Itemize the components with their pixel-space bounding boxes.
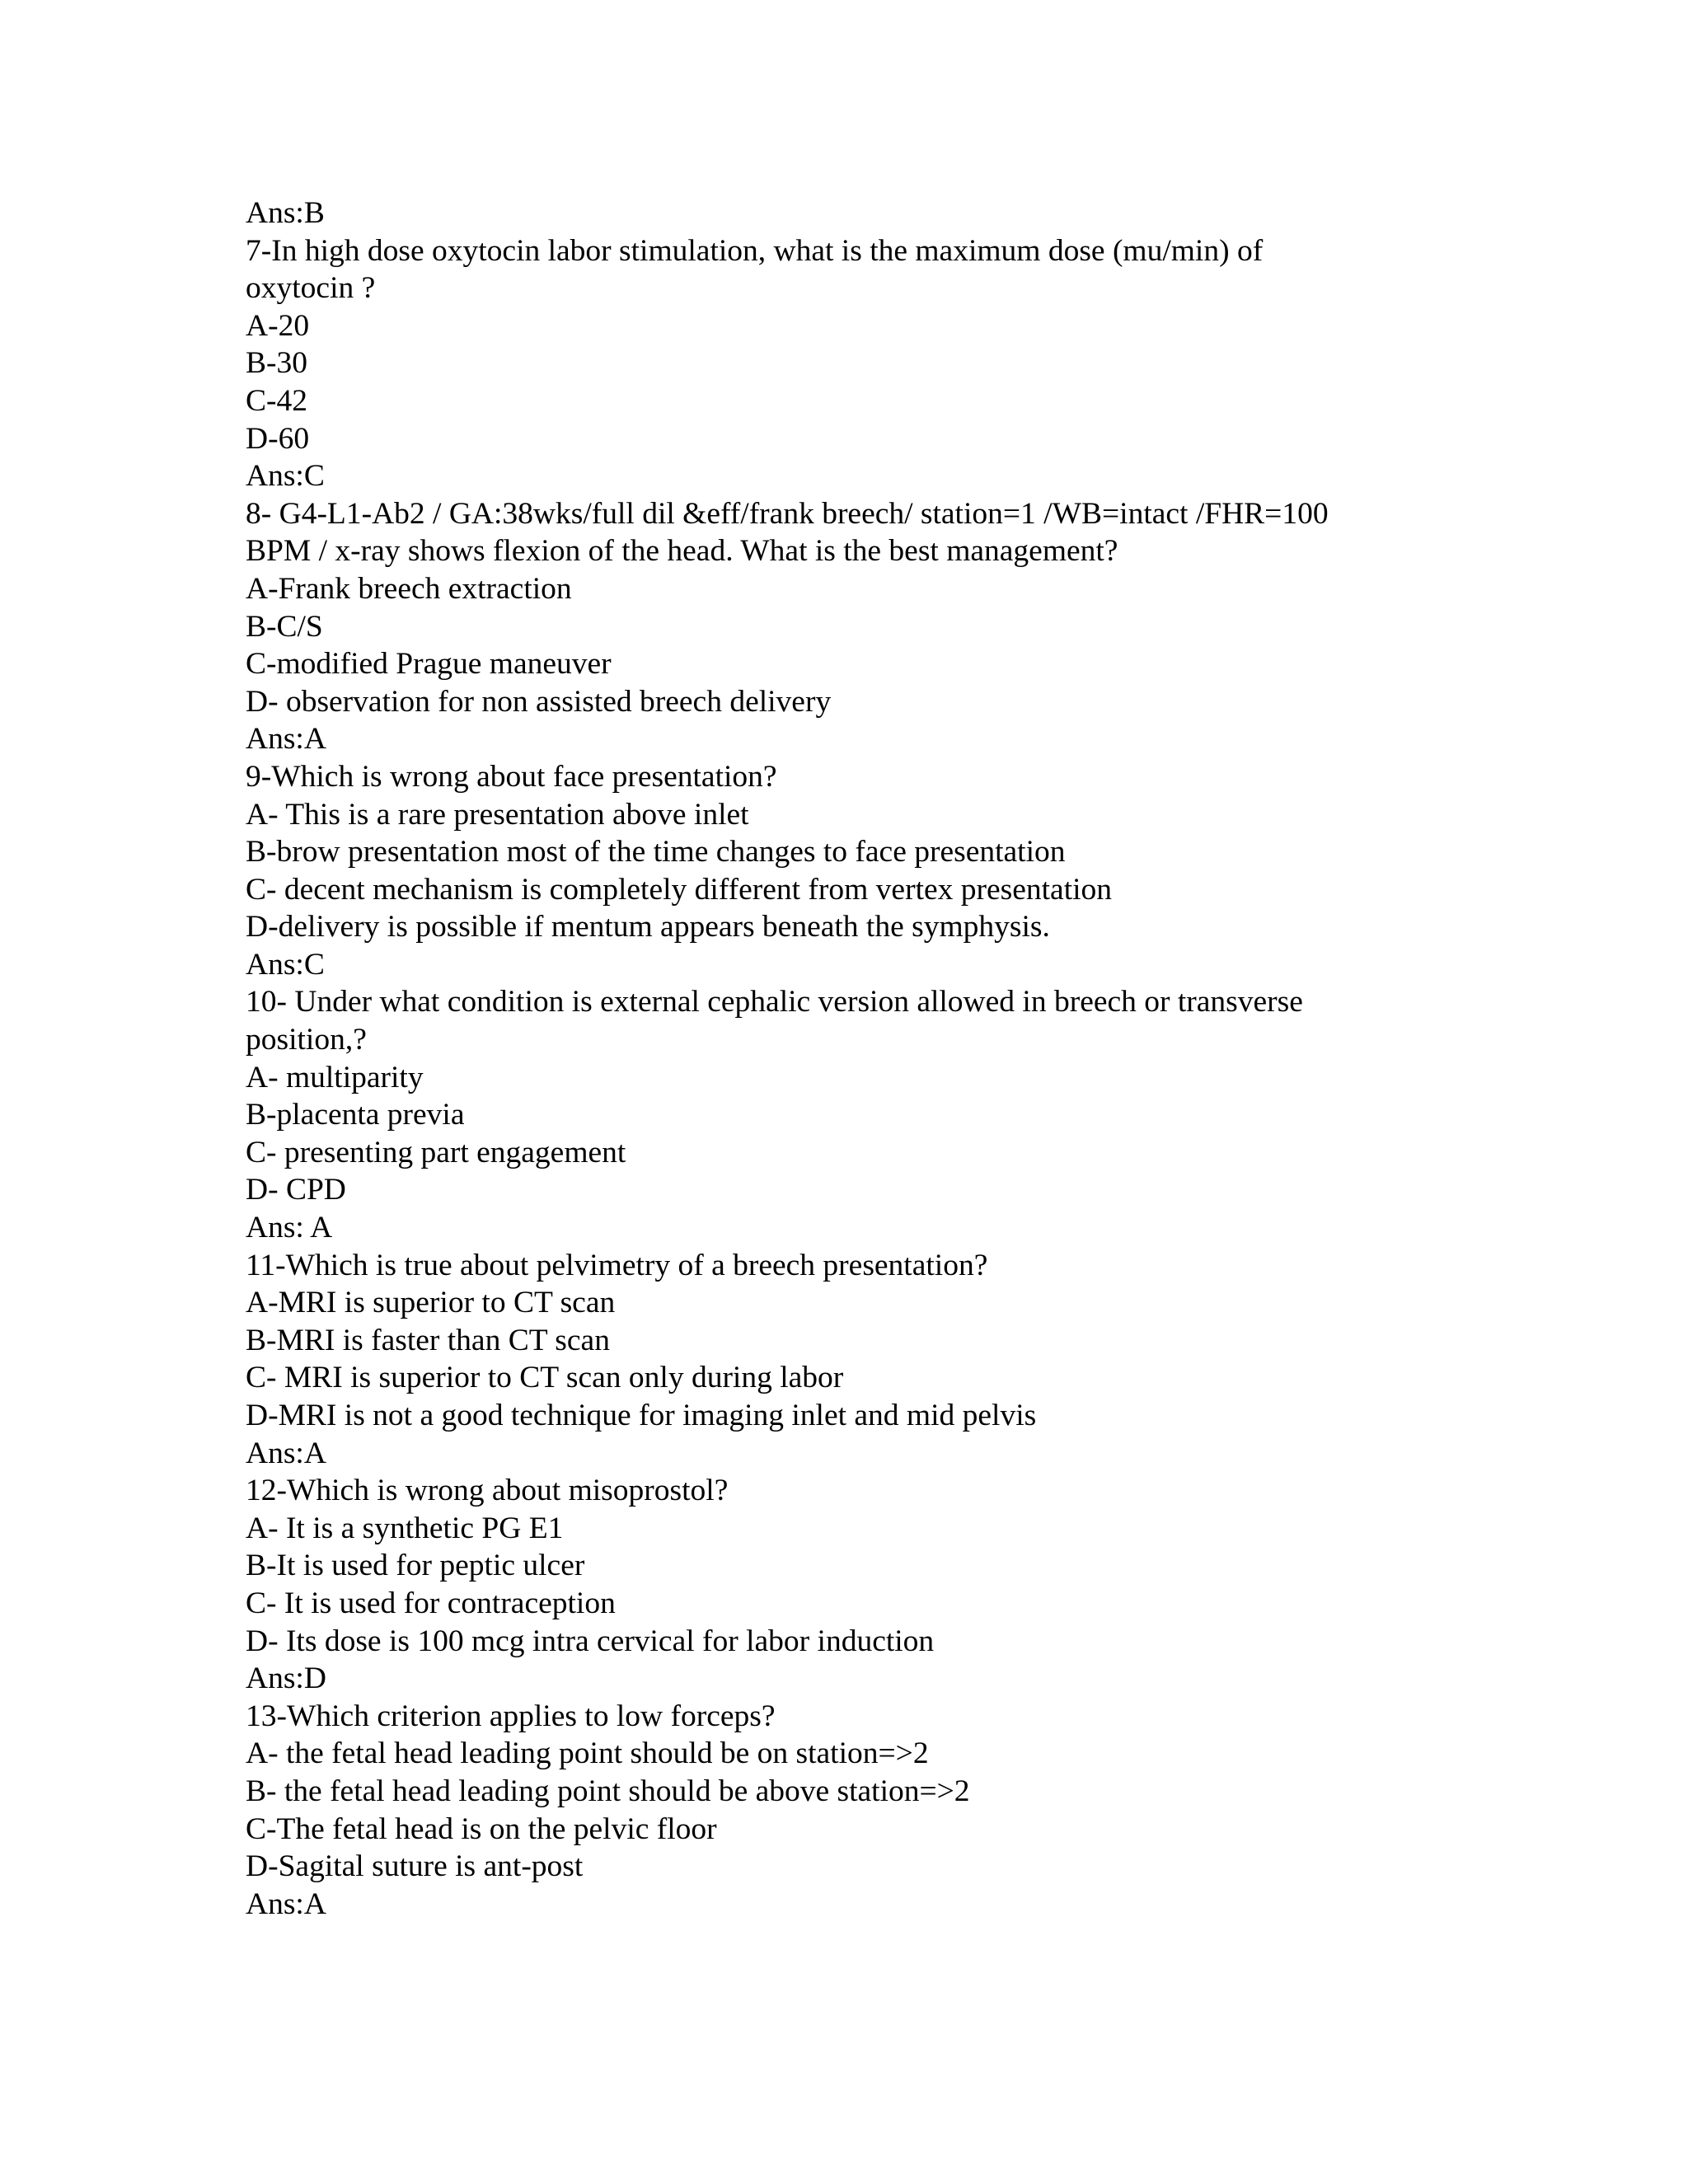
question-line: 9-Which is wrong about face presentation? — [246, 759, 777, 794]
option-line: B- the fetal head leading point should be above station=>2 — [246, 1774, 970, 1808]
option-line: A-20 — [246, 308, 310, 343]
question-line: 13-Which criterion applies to low forceps? — [246, 1699, 776, 1733]
answer-line: Ans: A — [246, 1211, 333, 1245]
answer-line: Ans:A — [246, 722, 326, 757]
option-line: B-placenta previa — [246, 1098, 465, 1132]
option-line: D-Sagital suture is ant-post — [246, 1849, 584, 1884]
option-line: D-delivery is possible if mentum appears beneath the symphysis. — [246, 910, 1050, 944]
option-line: B-MRI is faster than CT scan — [246, 1323, 610, 1357]
option-line: A-MRI is superior to CT scan — [246, 1286, 616, 1320]
option-line: C- It is used for contraception — [246, 1586, 616, 1620]
option-line: C-The fetal head is on the pelvic floor — [246, 1811, 717, 1846]
option-line: C- decent mechanism is completely different from vertex presentation — [246, 872, 1113, 907]
option-line: A- the fetal head leading point should be on station=>2 — [246, 1736, 929, 1771]
option-line: D- observation for non assisted breech delivery — [246, 684, 832, 719]
option-line: D-MRI is not a good technique for imaging inlet and mid pelvis — [246, 1399, 1037, 1432]
option-line: B-30 — [246, 346, 307, 381]
option-line: A- This is a rare presentation above inlet — [246, 797, 749, 832]
option-line: D- Its dose is 100 mcg intra cervical for labor induction — [246, 1624, 935, 1658]
option-line: A- It is a synthetic PG E1 — [246, 1511, 564, 1545]
answer-line: Ans:D — [246, 1661, 326, 1696]
answer-line: Ans:C — [246, 947, 325, 982]
option-line: B-C/S — [246, 609, 323, 644]
option-line: D- CPD — [246, 1173, 346, 1207]
option-line: D-60 — [246, 421, 310, 456]
question-line: 11-Which is true about pelvimetry of a breech presentation? — [246, 1248, 988, 1282]
option-line: C-42 — [246, 383, 307, 418]
answer-line: Ans:A — [246, 1436, 326, 1470]
question-line: position,? — [246, 1023, 367, 1057]
question-line: oxytocin ? — [246, 271, 376, 306]
question-line: 12-Which is wrong about misoprostol? — [246, 1474, 729, 1508]
option-line: C- presenting part engagement — [246, 1135, 626, 1169]
option-line: C- MRI is superior to CT scan only during labor — [246, 1361, 844, 1395]
answer-line: Ans:A — [246, 1886, 326, 1921]
question-line: 10- Under what condition is external cephalic version allowed in breech or transverse — [246, 985, 1303, 1019]
option-line: A- multiparity — [246, 1060, 424, 1094]
document-text — [246, 194, 1482, 1923]
option-line: B-It is used for peptic ulcer — [246, 1549, 585, 1583]
option-line: C-modified Prague maneuver — [246, 647, 612, 682]
answer-line: Ans:B — [246, 196, 325, 230]
option-line: B-brow presentation most of the time changes to face presentation — [246, 835, 1066, 869]
option-line: A-Frank breech extraction — [246, 571, 572, 606]
question-line: 8- G4-L1-Ab2 / GA:38wks/full dil &eff/frank breech/ station=1 /WB=intact /FHR=100 — [246, 496, 1329, 531]
question-line: 7-In high dose oxytocin labor stimulation, what is the maximum dose (mu/min) of — [246, 233, 1264, 268]
answer-line: Ans:C — [246, 459, 325, 494]
question-line: BPM / x-ray shows flexion of the head. What is the best management? — [246, 534, 1118, 569]
